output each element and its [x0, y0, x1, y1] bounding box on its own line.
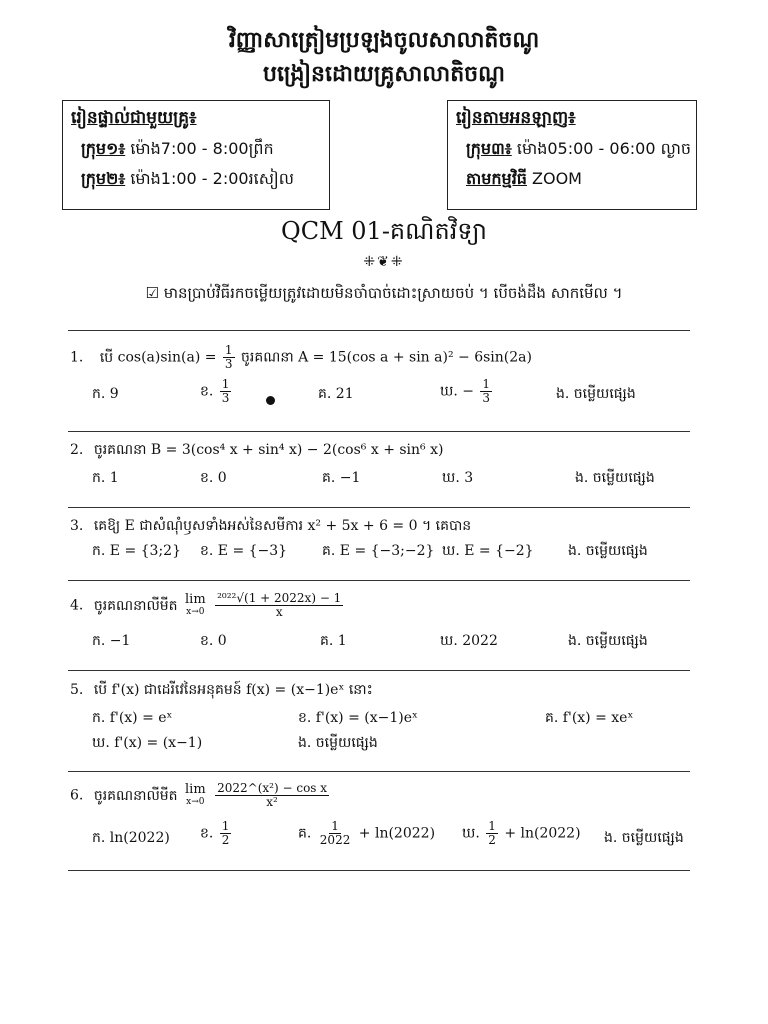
q2-option-e[interactable]: ង. ចម្លើយផ្សេង [575, 470, 655, 486]
divider [68, 870, 690, 871]
q2-text: ចូរគណនា B = 3(cos⁴ x + sin⁴ x) − 2(cos⁶ x + sin⁶ x) [93, 442, 444, 458]
q6-option-c[interactable] [298, 820, 435, 847]
q5-option-a[interactable]: ក. f'(x) = eˣ [92, 710, 173, 726]
q6-option-c-frac [318, 820, 353, 847]
q6-c-den: 2022 [319, 833, 351, 847]
platform-label: តាមកម្មវិធី [466, 169, 527, 188]
q1-b-num: 1 [221, 377, 230, 391]
q5-option-b[interactable]: ខ. f'(x) = (x−1)eˣ [298, 710, 418, 726]
q6-d-num: 1 [488, 819, 496, 833]
q4-number: 4. [70, 597, 84, 614]
q4-option-d[interactable]: ឃ. 2022 [440, 633, 498, 649]
q2-option-a[interactable]: ក. 1 [92, 470, 119, 486]
q1-option-d-label: ឃ. − [440, 383, 474, 400]
q6-lim-word: lim [185, 781, 206, 797]
q3-option-a[interactable]: ក. E = {3;2} [92, 543, 181, 559]
q3-option-c[interactable]: គ. E = {−3;−2} [322, 543, 435, 559]
q3-option-b[interactable]: ខ. E = {−3} [200, 543, 288, 559]
q3-number: 3. [70, 518, 84, 534]
q1-lead: បើ [99, 349, 114, 366]
q5-text: បើ f'(x) ជាដេរីវេនៃអនុគមន៍ f(x) = (x−1)eˣ នោះ [93, 682, 373, 698]
q1-d-den: 3 [482, 391, 491, 405]
q6-fraction [215, 782, 329, 809]
q4-lim-sub: x→0 [186, 606, 205, 617]
q6-option-c-tail: + ln(2022) [358, 825, 436, 842]
question-1 [70, 344, 532, 371]
q1-option-b[interactable] [200, 378, 233, 405]
platform-value: ZOOM [532, 169, 582, 188]
quiz-title: QCM 01-គណិតវិទ្យា [281, 217, 487, 245]
q2-option-d[interactable]: ឃ. 3 [442, 470, 474, 486]
q1-option-d-frac [480, 378, 492, 405]
q6-b-num: 1 [221, 819, 230, 833]
divider [68, 771, 690, 772]
q3-text: គេឱ្យ E ជាសំណុំឫសទាំងអស់នៃសមីការ x² + 5x + 6 = 0 ។ គេបាន [93, 518, 472, 534]
q6-option-b-frac [220, 820, 232, 847]
group3-time: ម៉ោង05:00 - 06:00 ល្ងាច [516, 139, 692, 158]
q4-den: x [275, 605, 283, 619]
q1-number: 1. [70, 349, 84, 366]
q1-ask: ចូរគណនា [241, 349, 294, 366]
platform-line [466, 168, 688, 192]
q1-option-d[interactable] [440, 378, 494, 405]
q4-option-e[interactable]: ង. ចម្លើយផ្សេង [568, 633, 648, 649]
q1-fraction [223, 344, 235, 371]
group1-line [81, 138, 321, 162]
q4-option-b[interactable]: ខ. 0 [200, 633, 227, 649]
q1-frac-den: 3 [224, 357, 233, 371]
q6-limit [185, 781, 206, 808]
q6-option-d-label: ឃ. [462, 825, 480, 842]
q4-option-a[interactable]: ក. −1 [92, 633, 131, 649]
q6-option-d-tail: + ln(2022) [504, 825, 581, 842]
q6-option-a[interactable]: ក. ln(2022) [92, 830, 170, 846]
answer-mark-dot [266, 396, 275, 405]
group2-label: ក្រុម២៖ [81, 169, 126, 188]
q6-option-b-label: ខ. [200, 825, 214, 842]
q4-fraction [215, 592, 343, 619]
in-person-box [62, 100, 330, 210]
q5-option-d[interactable]: ឃ. f'(x) = (x−1) [92, 735, 203, 751]
group3-line [466, 138, 692, 162]
divider [68, 507, 690, 508]
group2-line [81, 168, 321, 192]
q5-option-e[interactable]: ង. ចម្លើយផ្សេង [298, 735, 378, 751]
q1-option-b-frac [220, 378, 232, 405]
q6-text: ចូរគណនាលីមីត [93, 787, 178, 804]
q6-num: 2022^(x²) − cos x [217, 781, 328, 795]
q6-option-e[interactable]: ង. ចម្លើយផ្សេង [604, 830, 684, 846]
q6-b-den: 2 [221, 833, 230, 847]
q1-b-den: 3 [221, 391, 230, 405]
q2-number: 2. [70, 442, 84, 458]
instruction-note: ☑ មានប្រាប់វិធីរកចម្លើយត្រូវដោយមិនចាំបាច់ដោះស្រាយចប់ ។ បើចង់ដឹង សាកមើល ។ [145, 284, 623, 302]
divider [68, 670, 690, 671]
online-title: រៀនតាមអនឡាញ៖ [456, 108, 576, 128]
q6-option-b[interactable] [200, 820, 233, 847]
header-line1: វិញ្ញាសាត្រៀមប្រឡងចូលសាលាតិចណូ [228, 27, 540, 53]
q1-condition: cos(a)sin(a) = [117, 349, 217, 366]
q4-limit [185, 591, 206, 618]
divider [68, 580, 690, 581]
online-box [447, 100, 697, 210]
in-person-title: រៀនផ្ទាល់ជាមួយគ្រូ៖ [71, 108, 197, 128]
q2-option-b[interactable]: ខ. 0 [200, 470, 227, 486]
q6-option-c-label: គ. [298, 825, 312, 842]
group1-time: ម៉ោង7:00 - 8:00ព្រឹក [130, 139, 274, 158]
q1-expression: A = 15(cos a + sin a)² − 6sin(2a) [298, 349, 532, 366]
q6-c-num: 1 [331, 819, 339, 833]
question-5 [70, 680, 373, 701]
question-6 [70, 782, 331, 809]
q3-option-e[interactable]: ង. ចម្លើយផ្សេង [568, 543, 648, 559]
group2-time: ម៉ោង1:00 - 2:00រសៀល [130, 169, 294, 188]
q6-d-den: 2 [488, 833, 496, 847]
q6-lim-sub: x→0 [186, 796, 205, 807]
q4-lim-word: lim [185, 591, 206, 607]
q1-option-b-label: ខ. [200, 383, 214, 400]
q1-frac-num: 1 [224, 343, 233, 357]
q5-number: 5. [70, 682, 84, 698]
header-line2: បង្រៀនដោយគ្រូសាលាតិចណូ [262, 61, 506, 87]
q4-option-c[interactable]: គ. 1 [320, 633, 347, 649]
q1-d-num: 1 [482, 377, 491, 391]
q6-option-d-frac [486, 820, 498, 847]
q1-option-e[interactable]: ង. ចម្លើយផ្សេង [556, 386, 636, 402]
q5-option-c[interactable]: គ. f'(x) = xeˣ [545, 710, 634, 726]
question-3 [70, 516, 471, 537]
question-2 [70, 440, 443, 461]
divider [68, 431, 690, 432]
q1-option-c[interactable]: គ. 21 [318, 386, 354, 402]
q3-option-d[interactable]: ឃ. E = {−2} [442, 543, 534, 559]
q2-option-c[interactable]: គ. −1 [322, 470, 361, 486]
group1-label: ក្រុម១៖ [81, 139, 126, 158]
q6-den: x² [266, 795, 278, 809]
q4-num: ²⁰²²√(1 + 2022x) − 1 [217, 591, 342, 605]
q4-text: ចូរគណនាលីមីត [93, 597, 178, 614]
q6-number: 6. [70, 787, 84, 804]
q1-option-a[interactable]: ក. 9 [92, 386, 119, 402]
divider [68, 330, 690, 331]
ornament: ⁜❦⁜ [363, 254, 405, 270]
question-4 [70, 592, 345, 619]
q6-option-d[interactable] [462, 820, 581, 847]
group3-label: ក្រុម៣៖ [466, 139, 512, 158]
